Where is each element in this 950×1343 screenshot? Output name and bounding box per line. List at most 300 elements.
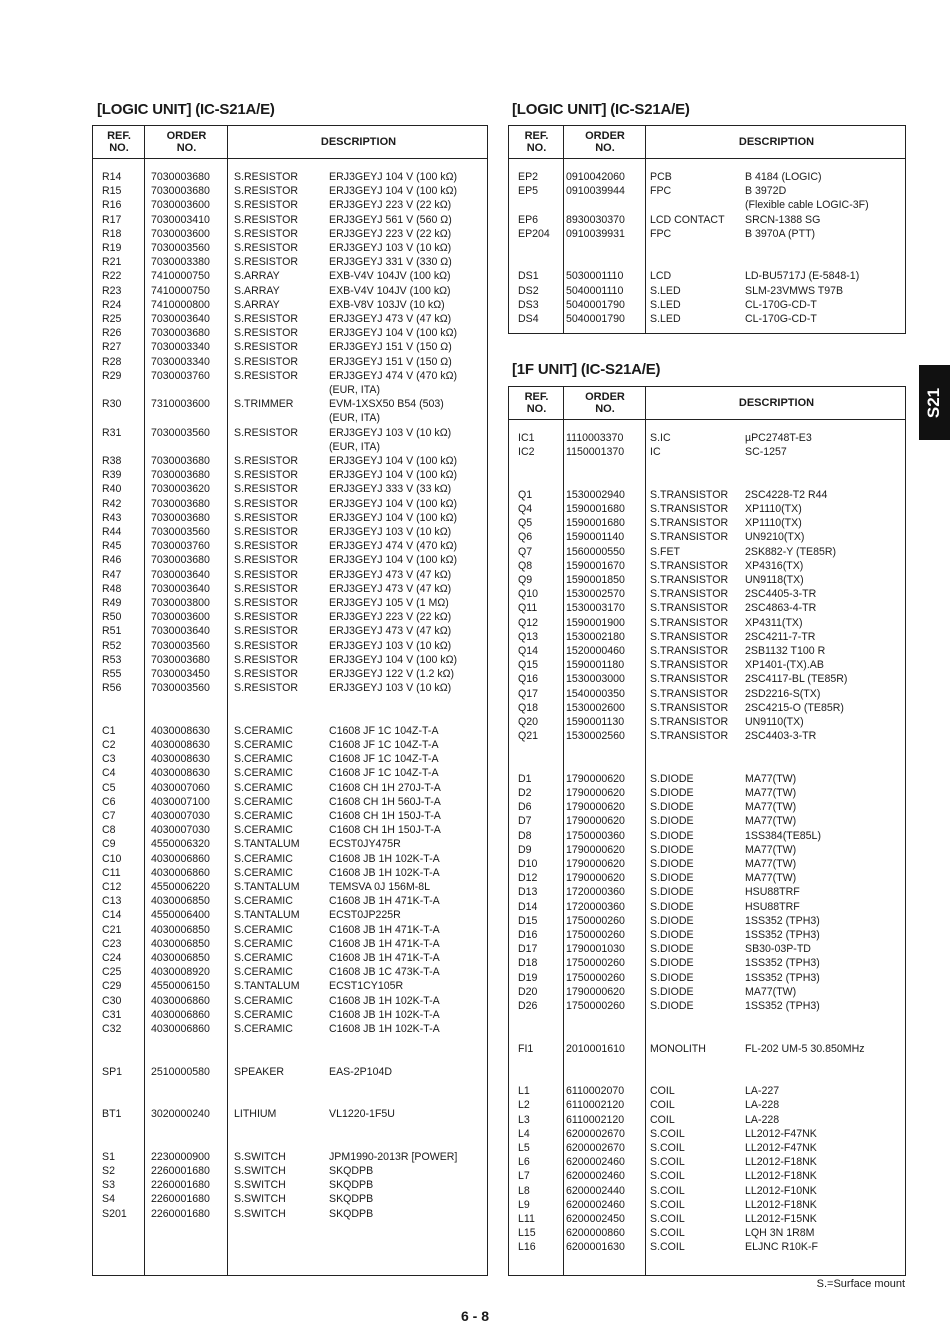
table-row xyxy=(509,530,905,544)
part-spec-cell: 1SS384(TE85L) xyxy=(745,829,821,842)
table-row xyxy=(509,184,905,198)
part-spec-cell: SKQDPB xyxy=(329,1207,374,1220)
table-row xyxy=(509,516,905,530)
ref-no-cell: Q17 xyxy=(518,687,539,700)
ref-no-cell: Q13 xyxy=(518,630,539,643)
part-spec-cell: ERJ3GEYJ 103 V (10 kΩ) xyxy=(329,682,452,695)
order-no-cell: 1530002940 xyxy=(566,488,625,501)
part-type-cell: S.TRANSISTOR xyxy=(650,503,729,515)
order-no-cell: 4030008630 xyxy=(151,739,210,751)
part-type-cell: S.TRANSISTOR xyxy=(650,588,729,601)
order-no-cell: 1590001900 xyxy=(566,616,625,629)
part-spec-cell: XP4311(TX) xyxy=(745,616,803,629)
ref-no-cell: EP2 xyxy=(518,171,539,183)
part-spec-cell: MA77(TW) xyxy=(745,772,797,785)
order-no-cell: 2010001610 xyxy=(566,1042,625,1055)
ref-no-cell: R31 xyxy=(102,426,122,439)
table-row xyxy=(509,459,905,473)
ref-no-cell: C2 xyxy=(102,739,116,751)
part-type-cell: S.TRANSISTOR xyxy=(650,488,729,501)
table-row xyxy=(93,497,487,511)
part-spec-cell: LA-228 xyxy=(745,1113,780,1126)
ref-no-cell: L11 xyxy=(518,1213,535,1225)
part-spec-cell: SKQDPB xyxy=(329,1179,374,1192)
ref-no-cell: D14 xyxy=(518,900,538,913)
ref-no-cell: Q14 xyxy=(518,645,539,657)
table-row xyxy=(509,1084,905,1098)
part-spec-cell: LL2012-F47NK xyxy=(745,1127,817,1140)
order-no-cell: 1150001370 xyxy=(566,446,625,459)
ref-no-cell: R51 xyxy=(102,625,122,638)
part-spec-cell: (Flexible cable LOGIC-3F) xyxy=(745,199,869,212)
table-row xyxy=(509,1027,905,1041)
part-spec-cell: MA77(TW) xyxy=(745,801,797,814)
order-no-cell: 1750000260 xyxy=(566,1000,625,1012)
part-spec-cell: ERJ3GEYJ 151 V (150 Ω) xyxy=(329,341,452,354)
ref-no-cell: DS3 xyxy=(518,298,539,311)
part-type-cell: S.TRANSISTOR xyxy=(650,616,729,629)
part-type-cell: S.RESISTOR xyxy=(234,554,298,567)
ref-no-cell: Q5 xyxy=(518,517,533,530)
part-type-cell: S.ARRAY xyxy=(234,270,280,283)
part-spec-cell: 2SC4211-7-TR xyxy=(745,630,816,643)
part-type-cell: S.RESISTOR xyxy=(234,256,298,269)
part-spec-cell: ERJ3GEYJ 223 V (22 kΩ) xyxy=(329,611,452,624)
part-type-cell: S.SWITCH xyxy=(234,1150,286,1163)
part-type-cell: FPC xyxy=(650,185,672,198)
ref-no-cell: C32 xyxy=(102,1023,122,1035)
ref-no-cell: R25 xyxy=(102,313,122,325)
table-row xyxy=(93,255,487,269)
part-type-cell: S.RESISTOR xyxy=(234,568,298,581)
order-no-cell: 1750000260 xyxy=(566,971,625,984)
ref-no-cell: D26 xyxy=(518,1000,538,1012)
logic-unit-parts-table-right xyxy=(508,125,906,334)
part-type-cell: S.DIODE xyxy=(650,943,694,956)
order-no-cell: 5040001790 xyxy=(566,298,625,311)
order-no-cell: 4030006860 xyxy=(151,1008,210,1021)
part-type-cell: COIL xyxy=(650,1085,675,1098)
order-no-cell: 1590001140 xyxy=(566,531,625,544)
part-spec-cell: ERJ3GEYJ 104 V (100 kΩ) xyxy=(329,469,458,482)
order-no-cell: 7030003760 xyxy=(151,369,210,382)
table-row xyxy=(509,800,905,814)
ref-no-cell: Q12 xyxy=(518,616,539,629)
table-row xyxy=(93,1050,487,1064)
part-type-cell: S.ARRAY xyxy=(234,284,280,297)
column-header: REF. NO. xyxy=(107,130,131,154)
part-type-cell: S.CERAMIC xyxy=(234,966,293,979)
table-row xyxy=(93,994,487,1008)
part-spec-cell: ERJ3GEYJ 105 V (1 MΩ) xyxy=(329,597,449,609)
table-row xyxy=(509,857,905,871)
order-no-cell: 5030001110 xyxy=(566,270,624,283)
part-type-cell: S.CERAMIC xyxy=(234,824,293,837)
part-spec-cell: ERJ3GEYJ 104 V (100 kΩ) xyxy=(329,185,458,198)
table-row xyxy=(93,326,487,340)
part-type-cell: S.TRANSISTOR xyxy=(650,602,729,615)
ref-no-cell: R24 xyxy=(102,298,122,311)
part-type-cell: S.LED xyxy=(650,284,681,297)
table-row xyxy=(93,639,487,653)
ref-no-cell: L3 xyxy=(518,1113,530,1126)
part-type-cell: S.COIL xyxy=(650,1213,685,1225)
ref-no-cell: R52 xyxy=(102,639,122,652)
part-spec-cell: µPC2748T-E3 xyxy=(745,432,812,444)
table-row xyxy=(509,445,905,459)
table-row xyxy=(93,568,487,582)
order-no-cell: 6200001630 xyxy=(566,1241,625,1254)
part-type-cell: S.COIL xyxy=(650,1184,685,1197)
part-spec-cell: SKQDPB xyxy=(329,1193,374,1206)
table-row xyxy=(93,908,487,922)
part-spec-cell: ERJ3GEYJ 104 V (100 kΩ) xyxy=(329,327,458,340)
ref-no-cell: C10 xyxy=(102,852,122,865)
part-spec-cell: C1608 JF 1C 104Z-T-A xyxy=(329,753,439,766)
table-row xyxy=(509,502,905,516)
ref-no-cell: Q16 xyxy=(518,673,539,686)
part-type-cell: S.DIODE xyxy=(650,886,694,899)
part-spec-cell: C1608 CH 1H 270J-T-A xyxy=(329,781,441,794)
part-spec-cell: C1608 JB 1H 102K-T-A xyxy=(329,994,440,1007)
part-type-cell: S.CERAMIC xyxy=(234,739,293,751)
order-no-cell: 7030003600 xyxy=(151,199,210,212)
ref-no-cell: D19 xyxy=(518,971,538,984)
part-spec-cell: C1608 JB 1H 471K-T-A xyxy=(329,895,440,908)
part-type-cell: S.RESISTOR xyxy=(234,682,298,695)
table-row xyxy=(509,1141,905,1155)
part-spec-cell: C1608 JB 1H 471K-T-A xyxy=(329,952,440,964)
table-row xyxy=(93,511,487,525)
table-row xyxy=(93,681,487,695)
part-spec-cell: ERJ3GEYJ 104 V (100 kΩ) xyxy=(329,171,458,183)
part-type-cell: LITHIUM xyxy=(234,1108,277,1121)
table-row xyxy=(93,923,487,937)
part-type-cell: S.DIODE xyxy=(650,985,694,998)
part-spec-cell: MA77(TW) xyxy=(745,815,797,828)
part-spec-cell: SC-1257 xyxy=(745,446,787,459)
part-type-cell: S.ARRAY xyxy=(234,298,280,311)
part-type-cell: S.DIODE xyxy=(650,929,694,941)
order-no-cell: 7030003340 xyxy=(151,341,210,354)
part-type-cell: S.DIODE xyxy=(650,1000,694,1012)
part-spec-cell: XP4316(TX) xyxy=(745,559,804,572)
table-row xyxy=(509,786,905,800)
part-type-cell: S.RESISTOR xyxy=(234,355,298,368)
ref-no-cell: Q15 xyxy=(518,659,539,672)
table-row xyxy=(93,241,487,255)
part-spec-cell: SLM-23VMWS T97B xyxy=(745,284,844,297)
ref-no-cell: Q8 xyxy=(518,559,533,572)
ref-no-cell: D15 xyxy=(518,914,538,927)
part-type-cell: S.RESISTOR xyxy=(234,227,298,240)
part-type-cell: S.RESISTOR xyxy=(234,611,298,624)
table-row xyxy=(509,1184,905,1198)
part-spec-cell: TEMSVA 0J 156M-8L xyxy=(329,881,431,893)
part-type-cell: S.DIODE xyxy=(650,843,694,856)
table-row xyxy=(93,440,487,454)
part-spec-cell: FL-202 UM-5 30.850MHz xyxy=(745,1042,865,1055)
ref-no-cell: C6 xyxy=(102,795,116,808)
ref-no-cell: L7 xyxy=(518,1170,530,1183)
ref-no-cell: Q21 xyxy=(518,730,539,743)
part-spec-cell: ERJ3GEYJ 103 V (10 kΩ) xyxy=(329,639,452,652)
order-no-cell: 4030008630 xyxy=(151,753,210,766)
ref-no-cell: C8 xyxy=(102,824,116,837)
part-type-cell: S.TRANSISTOR xyxy=(650,645,729,657)
table-row xyxy=(509,829,905,843)
table-row xyxy=(93,369,487,383)
order-no-cell: 7030003640 xyxy=(151,313,210,325)
order-no-cell: 8930030370 xyxy=(566,213,625,226)
ref-no-cell: R44 xyxy=(102,526,122,538)
order-no-cell: 4030006850 xyxy=(151,923,210,936)
table-row xyxy=(509,1013,905,1027)
ref-no-cell: R19 xyxy=(102,242,122,254)
order-no-cell: 7030003680 xyxy=(151,511,210,524)
part-spec-cell: 1SS352 (TPH3) xyxy=(745,929,820,941)
table-row xyxy=(93,1192,487,1206)
table-row xyxy=(509,1056,905,1070)
table-row xyxy=(509,672,905,686)
part-spec-cell: C1608 JB 1C 473K-T-A xyxy=(329,966,440,979)
table-row xyxy=(509,1169,905,1183)
ref-no-cell: BT1 xyxy=(102,1108,122,1121)
order-no-cell: 7030003800 xyxy=(151,597,210,609)
part-type-cell: S.CERAMIC xyxy=(234,923,293,936)
part-type-cell: S.TRIMMER xyxy=(234,398,294,411)
part-type-cell: S.CERAMIC xyxy=(234,866,293,879)
table-row xyxy=(509,758,905,772)
table-row xyxy=(93,667,487,681)
order-no-cell: 7030003640 xyxy=(151,568,210,581)
table-row xyxy=(93,880,487,894)
order-no-cell: 0910042060 xyxy=(566,171,625,183)
ref-no-cell: R18 xyxy=(102,227,122,240)
table-row xyxy=(509,227,905,241)
part-spec-cell: 1SS352 (TPH3) xyxy=(745,957,820,970)
part-type-cell: SPEAKER xyxy=(234,1065,285,1078)
order-no-cell: 7030003380 xyxy=(151,256,210,269)
table-row xyxy=(509,601,905,615)
part-spec-cell: ERJ3GEYJ 151 V (150 Ω) xyxy=(329,355,452,368)
order-no-cell: 7030003340 xyxy=(151,355,210,368)
table-row xyxy=(509,687,905,701)
order-no-cell: 4030006860 xyxy=(151,866,210,879)
part-type-cell: S.CERAMIC xyxy=(234,852,293,865)
part-type-cell: S.RESISTOR xyxy=(234,327,298,340)
order-no-cell: 7410000800 xyxy=(151,298,210,311)
order-no-cell: 7030003620 xyxy=(151,483,210,496)
part-spec-cell: (EUR, ITA) xyxy=(329,412,381,425)
column-header: DESCRIPTION xyxy=(738,397,815,409)
ref-no-cell: R50 xyxy=(102,611,122,624)
part-spec-cell: ERJ3GEYJ 104 V (100 kΩ) xyxy=(329,653,458,666)
order-no-cell: 7030003600 xyxy=(151,227,210,240)
part-type-cell: S.TANTALUM xyxy=(234,881,300,893)
table-row xyxy=(509,885,905,899)
table-row xyxy=(93,937,487,951)
part-type-cell: S.DIODE xyxy=(650,772,694,785)
ref-no-cell: R17 xyxy=(102,213,122,226)
ref-no-cell: D7 xyxy=(518,815,532,828)
table-row xyxy=(509,1198,905,1212)
ref-no-cell: C4 xyxy=(102,767,116,780)
ref-no-cell: R14 xyxy=(102,171,122,183)
ref-no-cell: L1 xyxy=(518,1085,530,1098)
ref-no-cell: L16 xyxy=(518,1241,536,1254)
order-no-cell: 0910039944 xyxy=(566,185,625,198)
table-row xyxy=(509,474,905,488)
table-header xyxy=(93,126,487,159)
order-no-cell: 4030006860 xyxy=(151,852,210,865)
ref-no-cell: C24 xyxy=(102,952,122,964)
table-row xyxy=(93,1136,487,1150)
order-no-cell: 7030003680 xyxy=(151,497,210,510)
part-spec-cell: 1SS352 (TPH3) xyxy=(745,1000,820,1012)
table-row xyxy=(93,426,487,440)
part-type-cell: S.CERAMIC xyxy=(234,753,293,766)
ref-no-cell: DS4 xyxy=(518,313,539,325)
table-row xyxy=(509,1240,905,1254)
order-no-cell: 6200002440 xyxy=(566,1184,625,1197)
table-row xyxy=(93,284,487,298)
order-no-cell: 1530003170 xyxy=(566,602,625,615)
part-spec-cell: B 3972D xyxy=(745,185,787,198)
ref-no-cell: C7 xyxy=(102,810,116,822)
part-type-cell: S.SWITCH xyxy=(234,1207,286,1220)
part-type-cell: S.TRANSISTOR xyxy=(650,687,729,700)
part-spec-cell: C1608 CH 1H 150J-T-A xyxy=(329,810,441,822)
ref-no-cell: R39 xyxy=(102,469,122,482)
table-row xyxy=(509,1113,905,1127)
order-no-cell: 6200002460 xyxy=(566,1170,625,1183)
column-header: ORDER NO. xyxy=(585,391,625,415)
part-type-cell: S.DIODE xyxy=(650,971,694,984)
part-type-cell: S.SWITCH xyxy=(234,1193,286,1206)
table-row xyxy=(93,795,487,809)
part-spec-cell: C1608 JF 1C 104Z-T-A xyxy=(329,739,439,751)
part-spec-cell: ECST0JP225R xyxy=(329,909,401,922)
ref-no-cell: D1 xyxy=(518,772,532,785)
order-no-cell: 6200002460 xyxy=(566,1156,625,1169)
part-spec-cell: ERJ3GEYJ 223 V (22 kΩ) xyxy=(329,227,452,240)
table-row xyxy=(93,1178,487,1192)
table-row xyxy=(509,630,905,644)
part-spec-cell: VL1220-1F5U xyxy=(329,1108,395,1121)
table-row xyxy=(509,545,905,559)
table-row xyxy=(93,653,487,667)
part-type-cell: S.DIODE xyxy=(650,815,694,828)
part-type-cell: S.RESISTOR xyxy=(234,668,298,680)
table-row xyxy=(93,823,487,837)
table-row xyxy=(509,431,905,445)
order-no-cell: 7030003450 xyxy=(151,668,210,680)
order-no-cell: 6110002120 xyxy=(566,1099,625,1112)
part-type-cell: S.LED xyxy=(650,298,681,311)
ref-no-cell: Q6 xyxy=(518,531,533,544)
part-type-cell: S.COIL xyxy=(650,1227,685,1240)
ref-no-cell: EP6 xyxy=(518,213,539,226)
table-row xyxy=(509,1226,905,1240)
table-row xyxy=(509,616,905,630)
table-row xyxy=(509,814,905,828)
part-spec-cell: ELJNC R10K-F xyxy=(745,1241,818,1254)
part-type-cell: S.TANTALUM xyxy=(234,838,300,851)
table-row xyxy=(93,610,487,624)
ref-no-cell: D6 xyxy=(518,801,532,814)
part-spec-cell: ECST0JY475R xyxy=(329,838,401,851)
part-spec-cell: ERJ3GEYJ 104 V (100 kΩ) xyxy=(329,455,458,467)
order-no-cell: 0910039931 xyxy=(566,227,625,240)
order-no-cell: 1590001850 xyxy=(566,574,625,586)
order-no-cell: 2510000580 xyxy=(151,1065,210,1078)
order-no-cell: 1530002570 xyxy=(566,588,625,601)
ref-no-cell: R55 xyxy=(102,668,122,680)
ref-no-cell: C21 xyxy=(102,923,122,936)
table-row xyxy=(509,715,905,729)
table-row xyxy=(509,942,905,956)
table-row xyxy=(93,738,487,752)
table-row xyxy=(509,1042,905,1056)
ref-no-cell: C3 xyxy=(102,753,116,766)
table-row xyxy=(93,411,487,425)
table-row xyxy=(93,1093,487,1107)
table-row xyxy=(93,525,487,539)
part-type-cell: PCB xyxy=(650,171,672,183)
order-no-cell: 6110002120 xyxy=(566,1113,625,1126)
order-no-cell: 7030003640 xyxy=(151,625,210,638)
part-type-cell: S.CERAMIC xyxy=(234,952,293,964)
ref-no-cell: FI1 xyxy=(518,1042,534,1055)
ref-no-cell: L2 xyxy=(518,1099,530,1112)
table-row xyxy=(509,241,905,255)
ref-no-cell: C13 xyxy=(102,895,122,908)
part-type-cell: S.RESISTOR xyxy=(234,540,298,553)
order-no-cell: 7030003680 xyxy=(151,327,210,340)
ref-no-cell: D13 xyxy=(518,886,538,899)
order-no-cell: 1590001680 xyxy=(566,503,625,515)
order-no-cell: 1530003000 xyxy=(566,673,625,686)
table-row xyxy=(93,1164,487,1178)
part-type-cell: S.RESISTOR xyxy=(234,483,298,496)
order-no-cell: 1790000620 xyxy=(566,843,625,856)
order-no-cell: 1560000550 xyxy=(566,545,625,558)
order-no-cell: 4550006150 xyxy=(151,980,210,993)
table-row xyxy=(93,1022,487,1036)
ref-no-cell: L8 xyxy=(518,1184,530,1197)
table-row xyxy=(93,624,487,638)
table-row xyxy=(93,1008,487,1022)
part-type-cell: IC xyxy=(650,446,661,459)
ref-no-cell: SP1 xyxy=(102,1065,123,1078)
table-row xyxy=(93,213,487,227)
order-no-cell: 1790000620 xyxy=(566,858,625,870)
ref-no-cell: D8 xyxy=(518,829,532,842)
part-type-cell: FPC xyxy=(650,227,672,240)
order-no-cell: 4030007030 xyxy=(151,824,210,837)
part-spec-cell: ERJ3GEYJ 223 V (22 kΩ) xyxy=(329,199,452,212)
order-no-cell: 1590001680 xyxy=(566,517,625,530)
ref-no-cell: R45 xyxy=(102,540,122,553)
table-row xyxy=(509,488,905,502)
ref-no-cell: C14 xyxy=(102,909,122,922)
part-type-cell: S.RESISTOR xyxy=(234,242,298,254)
order-no-cell: 1720000360 xyxy=(566,900,625,913)
part-type-cell: S.TRANSISTOR xyxy=(650,574,729,586)
ref-no-cell: D2 xyxy=(518,787,532,799)
ref-no-cell: R49 xyxy=(102,597,122,609)
